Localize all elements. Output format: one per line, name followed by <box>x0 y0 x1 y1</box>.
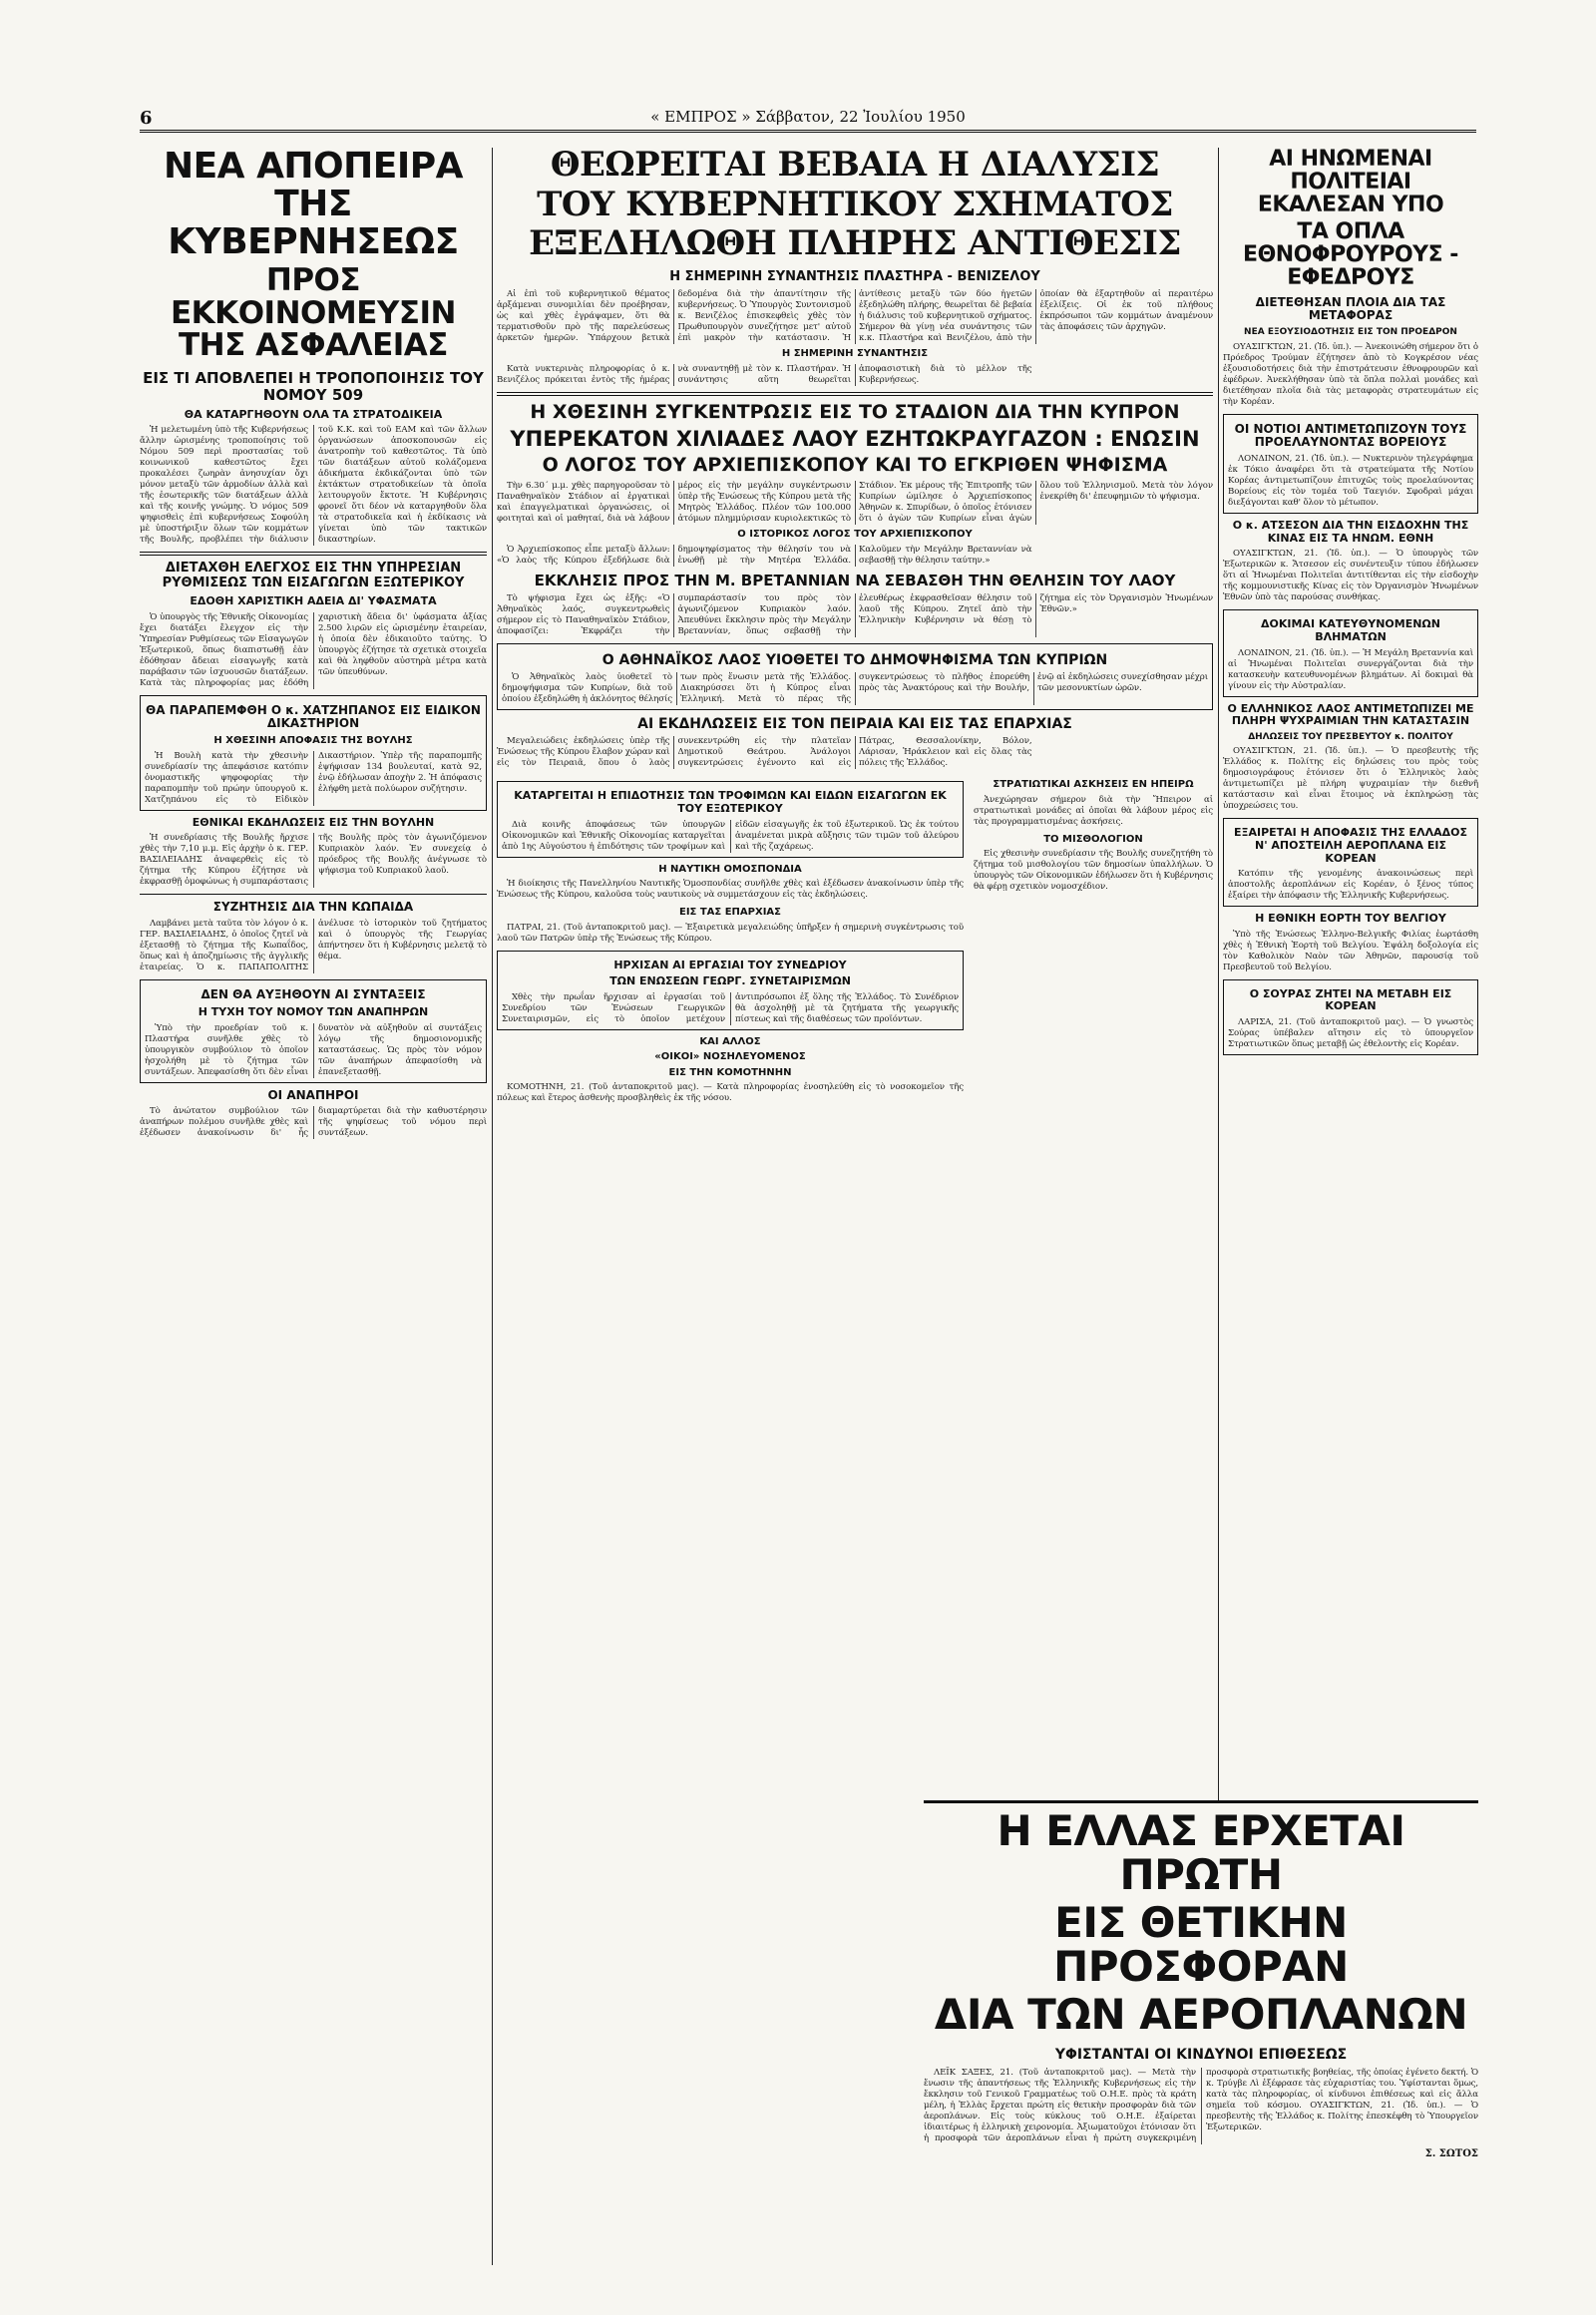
headline: ΕΘΝΙΚΑΙ ΕΚΔΗΛΩΣΕΙΣ ΕΙΣ ΤΗΝ ΒΟΥΛΗΝ <box>192 815 435 829</box>
greece-first-article <box>924 1800 1478 2272</box>
deck: Ο ΙΣΤΟΡΙΚΟΣ ΛΟΓΟΣ ΤΟΥ ΑΡΧΙΕΠΙΣΚΟΠΟΥ <box>737 529 973 541</box>
deck: Η ΤΥΧΗ ΤΟΥ ΝΟΜΟΥ ΤΩΝ ΑΝΑΠΗΡΩΝ <box>198 1005 429 1019</box>
article-pensions <box>140 979 487 1082</box>
deck: ΝΕΑ ΕΞΟΥΣΙΟΔΟΤΗΣΙΣ ΕΙΣ ΤΟΝ ΠΡΟΕΔΡΟΝ <box>1244 327 1457 338</box>
article-cooperatives <box>497 951 964 1030</box>
divider <box>140 894 487 895</box>
article-body: ΟΥΑΣΙΓΚΤΩΝ, 21. (Ἰδ. ὑπ.). — Ὁ πρεσβευτὴς τῆς Ἑλλάδος κ. Πολίτης εἰς δηλώσεις του πρὸς τοὺς δημοσιογράφους ἐτόνισεν ὅτι ὁ Ἑλληνικὸς λαὸς ἀντιμετωπίζει μὲ πλήρη ψυχραιμίαν τὴν διεθνῆ κατάστασιν καὶ εἶναι ἕτοιμος νὰ ἐκπληρώσῃ τὰς ὑποχρεώσεις του. <box>1223 746 1478 812</box>
article-government <box>497 148 1213 386</box>
article-body: Τὸ ψήφισμα ἔχει ὡς ἑξῆς: «Ὁ Ἀθηναϊκὸς λαός, συγκεντρωθεὶς σήμερον εἰς τὸ Παναθηναϊκὸν Στάδιον, ἀποφασίζει: Ἐκφράζει τὴν συμπαράστασίν του πρὸς τὸν ἀγωνιζόμενον Κυπριακὸν λαόν. Ἀπευθύνει ἔκκλησιν πρὸς τὴν Μεγάλην Βρεταννίαν, ὅπως σεβασθῇ τὴν ἐλευθέρως ἐκφρασθεῖσαν θέλησιν τοῦ λαοῦ τῆς Κύπρου. Ζητεῖ ἀπὸ τὴν Ἑλληνικὴν Κυβέρνησιν νὰ θέσῃ τὸ ζήτημα εἰς τὸν Ὀργανισμὸν Ἡνωμένων Ἐθνῶν.» <box>497 593 1213 637</box>
article-body: Λαμβάνει μετὰ ταῦτα τὸν λόγον ὁ κ. ΓΕΡ. ΒΑΣΙΛΕΙΑΔΗΣ, ὁ ὁποῖος ζητεῖ νὰ ἐξετασθῇ τὸ ζήτημα τῆς Κωπαΐδος, ὅπως καὶ ἡ ἀποζημίωσις τῆς ἀγγλικῆς ἑταιρείας. Ὁ κ. ΠΑΠΑΠΟΛΙΤΗΣ ἀνέλυσε τὸ ἱστορικὸν τοῦ ζητήματος καὶ ὁ ὑπουργὸς τῆς Γεωργίας ἀπήντησεν ὅτι ἡ Κυβέρνησις μελετᾷ τὸ θέμα. <box>140 919 487 973</box>
article-patras <box>497 907 964 945</box>
deck: ΘΑ ΚΑΤΑΡΓΗΘΟΥΝ ΟΛΑ ΤΑ ΣΤΡΑΤΟΔΙΚΕΙΑ <box>184 407 443 421</box>
article-body: Ὑπὸ τὴν προεδρίαν τοῦ κ. Πλαστήρα συνῆλθε χθὲς τὸ ὑπουργικὸν συμβούλιον τὸ ὁποῖον ἠσχολήθη μὲ τὸ ζήτημα τῶν συντάξεων. Ἀπεφασίσθη ὅτι δὲν εἶναι δυνατὸν νὰ αὐξηθοῦν αἱ συντάξεις λόγῳ τῆς δημοσιονομικῆς καταστάσεως. Ὡς πρὸς τὸν νόμον τῶν ἀναπήρων ἀπεφασίσθη νὰ ἐπανεξετασθῇ. <box>145 1022 482 1077</box>
article-missiles <box>1223 609 1478 696</box>
article-body: ΟΥΑΣΙΓΚΤΩΝ, 21. (Ἰδ. ὑπ.). — Ὁ ὑπουργὸς τῶν Ἐξωτερικῶν κ. Ἄτσεσον εἰς συνέντευξιν τύπου ἐδήλωσεν ὅτι αἱ Ἡνωμέναι Πολιτεῖαι ἀντιτίθενται εἰς τὴν εἰσδοχὴν τῆς κομμουνιστικῆς Κίνας εἰς τὸν Ὀργανισμὸν Ἡνωμένων Ἐθνῶν ὑπὸ τὰς παρούσας συνθήκας. <box>1223 549 1478 603</box>
headline: Ο κ. ΑΤΣΕΣΟΝ ΔΙΑ ΤΗΝ ΕΙΣΔΟΧΗΝ ΤΗΣ ΚΙΝΑΣ ΕΙΣ ΤΑ ΗΝΩΜ. ΕΘΝΗ <box>1232 519 1469 545</box>
headline: ΣΥΖΗΤΗΣΙΣ ΔΙΑ ΤΗΝ ΚΩΠΑΙΔΑ <box>212 900 414 915</box>
article-kopaida <box>140 901 487 973</box>
headline: ΔΙΑ ΤΩΝ ΑΕΡΟΠΛΑΝΩΝ <box>934 1990 1468 2040</box>
article-body: Αἱ ἐπὶ τοῦ κυβερνητικοῦ θέματος ἀρξάμεναι συνομιλίαι δὲν προέβησαν, ὡς καὶ χθὲς ἐγράψαμεν, ὅτι θὰ τερματισθοῦν πρὸ τῆς παρελεύσεως ἀρκετῶν ἡμερῶν. Ὑπάρχουν βετικὰ δεδομένα διὰ τὴν ἀπαντίτησιν τῆς κυβερνήσεως. Ὁ Ὑπουργὸς Συντονισμοῦ κ. Βενιζέλος ἐπισκεφθεὶς χθὲς τὸν Πρωθυπουργὸν συνεζήτησε μετ' αὐτοῦ ἐπὶ μακρὸν τὴν κατάστασιν. Ἡ ἀντίθεσις μεταξὺ τῶν δύο ἡγετῶν ἐξεδηλώθη πλήρης, θεωρεῖται δὲ βεβαία ἡ διάλυσις τοῦ κυβερνητικοῦ σχήματος. Σήμερον θὰ γίνῃ νέα συνάντησις τῶν κ.κ. Πλαστήρα καὶ Βενιζέλου, ἀπὸ τὴν ὁποίαν θὰ ἐξαρτηθοῦν αἱ περαιτέρω ἐξελίξεις. Οἱ ἐκ τοῦ πλήθους ἐκπρόσωποι τῶν κομμάτων ἀναμένουν τὰς ἀποφάσεις τῶν ἀρχηγῶν. <box>497 289 1213 343</box>
article-exercises <box>974 779 1213 828</box>
article-body: Ὁ ὑπουργὸς τῆς Ἐθνικῆς Οἰκονομίας ἔχει διατάξει ἔλεγχον εἰς τὴν Ὑπηρεσίαν Ρυθμίσεως τῶν Εἰσαγωγῶν Ἐξωτερικοῦ, ὅπως διαπιστωθῇ ἐὰν ἐδόθησαν ἄδειαι εἰσαγωγῆς κατὰ παράβασιν τῶν ἰσχυουσῶν διατάξεων. Κατὰ τὰς πληροφορίας μας ἐδόθη χαριστικὴ ἄδεια δι' ὑφάσματα ἀξίας 2.500 λιρῶν εἰς ὡρισμένην ἑταιρείαν, ἡ ὁποία δὲν ἐδικαιοῦτο ταύτης. Ὁ ὑπουργὸς ἐζήτησε τὰ σχετικὰ στοιχεῖα καὶ θὰ ληφθοῦν αὐστηρὰ μέτρα κατὰ τῶν ὑπευθύνων. <box>140 611 487 688</box>
article-cyprus <box>497 402 1213 567</box>
article-body: Τὸ ἀνώτατον συμβούλιον τῶν ἀναπήρων πολέμου συνῆλθε χθὲς καὶ ἐξέδωσεν ἀνακοίνωσιν δι' ἧς διαμαρτύρεται διὰ τὴν καθυστέρησιν τῆς ψηφίσεως τοῦ νόμου περὶ συντάξεων. <box>140 1106 487 1139</box>
divider <box>140 552 487 556</box>
column-rule <box>492 148 493 2265</box>
deck: ΕΙΣ ΤΙ ΑΠΟΒΛΕΠΕΙ Η ΤΡΟΠΟΠΟΙΗΣΙΣ ΤΟΥ ΝΟΜΟΥ 509 <box>143 369 484 405</box>
headline: Ο ΕΛΛΗΝΙΚΟΣ ΛΑΟΣ ΑΝΤΙΜΕΤΩΠΙΖΕΙ ΜΕ ΠΛΗΡΗ ΨΥΧΡΑΙΜΙΑΝ ΤΗΝ ΚΑΤΑΣΤΑΣΙΝ <box>1227 701 1474 728</box>
article-acheson <box>1223 520 1478 603</box>
article-salaries <box>974 834 1213 894</box>
headline: «ΟΙΚΟΙ» ΝΟΣΗΛΕΥΟΜΕΝΟΣ <box>654 1051 806 1063</box>
article-body: Ἡ συνεδρίασις τῆς Βουλῆς ἤρχισε χθὲς τὴν 7,10 μ.μ. Εἰς ἀρχὴν ὁ κ. ΓΕΡ. ΒΑΣΙΛΕΙΑΔΗΣ ἀναφερθεὶς εἰς τὸ ζήτημα τῆς Κύπρου ἐζήτησε νὰ ἐκφρασθῇ ὁμοφώνως ἡ συμπαράστασις τῆς Βουλῆς πρὸς τὸν ἀγωνιζόμενον Κυπριακὸν λαόν. Ἐν συνεχείᾳ ὁ πρόεδρος τῆς Βουλῆς ἀνέγνωσε τὸ ψήφισμα τοῦ Κυπριακοῦ λαοῦ. <box>140 833 487 888</box>
article-body: ΛΑΡΙΣΑ, 21. (Τοῦ ἀνταποκριτοῦ μας). — Ὁ γνωστὸς Σούρας ὑπέβαλεν αἴτησιν εἰς τὸ ὑπουργεῖον Στρατιωτικῶν ὅπως μεταβῇ ὡς ἐθελοντὴς εἰς Κορέαν. <box>1228 1017 1473 1050</box>
article-subsidies <box>497 781 964 857</box>
headline: ΔΟΚΙΜΑΙ ΚΑΤΕΥΘΥΝΟΜΕΝΩΝ ΒΛΗΜΑΤΩΝ <box>1261 617 1440 644</box>
headline: ΑΙ ΗΝΩΜΕΝΑΙ ΠΟΛΙΤΕΙΑΙ ΕΚΑΛΕΣΑΝ ΥΠΟ <box>1257 148 1444 218</box>
article-chatzipanos <box>140 695 487 811</box>
article-body: Εἰς χθεσινὴν συνεδρίασιν τῆς Βουλῆς συνεζητήθη τὸ ζήτημα τοῦ μισθολογίου τῶν δημοσίων ὑπαλλήλων. Ὁ ὑπουργὸς τῶν Οἰκονομικῶν ἐδήλωσεν ὅτι ἡ Κυβέρνησις θὰ φέρῃ σχετικὸν νομοσχέδιον. <box>974 849 1213 893</box>
headline: ΚΑΙ ΑΛΛΟΣ <box>699 1035 761 1047</box>
byline: Σ. ΣΩΤΟΣ <box>1424 2147 1478 2159</box>
deck: ΕΔΟΘΗ ΧΑΡΙΣΤΙΚΗ ΑΔΕΙΑ ΔΙ' ΥΦΑΣΜΑΤΑ <box>190 594 437 608</box>
lower-center-left <box>497 775 964 1110</box>
article-referendum <box>497 643 1213 710</box>
article-body: Χθὲς τὴν πρωΐαν ἤρχισαν αἱ ἐργασίαι τοῦ Συνεδρίου τῶν Ἑνώσεων Γεωργικῶν Συνεταιρισμῶν, εἰς τὸ ὁποῖον μετέχουν ἀντιπρόσωποι ἐξ ὅλης τῆς Ἑλλάδος. Τὸ Συνέδριον θὰ ἀσχοληθῇ μὲ τὰ ζητήματα τῆς γεωργικῆς πίστεως καὶ τῆς διαθέσεως τῶν προϊόντων. <box>502 991 959 1024</box>
article-provinces <box>497 716 1213 769</box>
headline: Η ΕΘΝΙΚΗ ΕΟΡΤΗ ΤΟΥ ΒΕΛΓΙΟΥ <box>1255 912 1446 926</box>
headline: Ο ΛΟΓΟΣ ΤΟΥ ΑΡΧΙΕΠΙΣΚΟΠΟΥ ΚΑΙ ΤΟ ΕΓΚΡΙΘΕΝ ΨΗΦΙΣΜΑ <box>542 454 1168 477</box>
headline: ΑΙ ΕΚΔΗΛΩΣΕΙΣ ΕΙΣ ΤΟΝ ΠΕΙΡΑΙΑ ΚΑΙ ΕΙΣ ΤΑΣ ΕΠΑΡΧΙΑΣ <box>637 716 1072 733</box>
article-security <box>140 148 487 546</box>
article-body: Ἡ μελετωμένη ὑπὸ τῆς Κυβερνήσεως ἄλλην ὡρισμένης τροποποίησις τοῦ Νόμου 509 περὶ προστασίας τοῦ κοινωνικοῦ καθεστῶτος ἔχει προκαλέσει ζωηρὰν ἀνησυχίαν ὄχι μόνον μεταξὺ τῶν ἀρμοδίων ἀλλὰ καὶ τῆς ἐσωτερικῆς τῶν διατάξεων ἀλλὰ καὶ τῆς κοινῆς γνώμης. Ὁ νόμος 509 ψηφισθεὶς ἐπὶ κυβερνήσεως Σοφούλη μὲ ὑποστήριξιν ὅλων τῶν κομμάτων τῆς Βουλῆς, προβλέπει τὴν διάλυσιν τοῦ Κ.Κ. καὶ τοῦ ΕΑΜ καὶ τῶν ἄλλων ὀργανώσεων ἀποσκοπουσῶν εἰς ἀνατροπὴν τοῦ καθεστῶτος. Τὰ ὑπὸ τῶν διατάξεων αὐτοῦ κολάζομενα ἀδικήματα ἐκδικάζονται ὑπὸ τῶν ἐκτάκτων στρατοδικείων τὰ ὁποῖα λειτουργοῦν ἔκτοτε. Ἡ Κυβέρνησις φρονεῖ ὅτι δέον νὰ καταργηθοῦν ὅλα τὰ στρατοδικεῖα καὶ ἡ ἐκδίκασις νὰ γίνεται ὑπὸ τῶν τακτικῶν δικαστηρίων. <box>140 425 487 546</box>
masthead-header: « ΕΜΠΡΟΣ » Σάββατον, 22 Ἰουλίου 1950 <box>650 108 966 126</box>
headline: ΟΙ ΝΟΤΙΟΙ ΑΝΤΙΜΕΤΩΠΙΖΟΥΝ ΤΟΥΣ ΠΡΟΕΛΑΥΝΟΝΤΑΣ ΒΟΡΕΙΟΥΣ <box>1234 421 1467 450</box>
article-imports <box>140 562 487 689</box>
article-belgium <box>1223 913 1478 973</box>
article-body: Κατόπιν τῆς γενομένης ἀνακοινώσεως περὶ ἀποστολῆς ἀεροπλάνων εἰς Κορέαν, ὁ ξένος τύπος ἐξαίρει τὴν ἀπόφασιν τῆς Ἑλληνικῆς Κυβερνήσεως. <box>1228 869 1473 902</box>
headline: ΕΙΣ ΤΗΝ ΚΟΜΟΤΗΝΗΝ <box>668 1066 792 1078</box>
headline: ΕΙΣ ΤΑΣ ΕΠΑΡΧΙΑΣ <box>678 907 781 919</box>
headline: Η ΝΑΥΤΙΚΗ ΟΜΟΣΠΟΝΔΙΑ <box>658 863 802 875</box>
headline: ΤΩΝ ΕΝΩΣΕΩΝ ΓΕΩΡΓ. ΣΥΝΕΤΑΙΡΙΣΜΩΝ <box>609 974 851 988</box>
article-body: ΛΟΝΔΙΝΟΝ, 21. (Ἰδ. ὑπ.). — Νυκτερινὸν τηλεγράφημα ἐκ Τόκιο ἀναφέρει ὅτι τὰ στρατεύματα τῆς Νοτίου Κορέας ἀντιμετωπίζουν ἐπιτυχῶς τοὺς προελαύνοντας Βορείους εἰς τὸν τομέα τοῦ Ταεγιόν. Σφοδραὶ μάχαι διεξάγονται καθ' ὅλον τὸ μέτωπον. <box>1228 454 1473 509</box>
headline: ΤΟΥ ΚΥΒΕΡΝΗΤΙΚΟΥ ΣΧΗΜΑΤΟΣ <box>537 184 1173 224</box>
headline: ΘΕΩΡΕΙΤΑΙ ΒΕΒΑΙΑ Η ΔΙΑΛΥΣΙΣ <box>550 148 1160 185</box>
headline: ΤΟ ΜΙΣΘΟΛΟΓΙΟΝ <box>1043 833 1143 845</box>
article-greek-people <box>1223 703 1478 813</box>
article-body: Ἡ Βουλὴ κατὰ τὴν χθεσινὴν συνεδρίασίν της ἀπεφάσισε κατόπιν ὀνομαστικῆς ψηφοφορίας τὴν παραπομπὴν τοῦ πρώην ὑπουργοῦ κ. Χατζηπάνου εἰς τὸ Εἰδικὸν Δικαστήριον. Ὑπὲρ τῆς παραπομπῆς ἐψήφισαν 134 βουλευταί, κατὰ 92, ἐνῷ ἐδήλωσαν ἀποχὴν 2. Ἡ ἀπόφασις ἐλήφθη μετὰ πολύωρον συζήτησιν. <box>145 750 482 805</box>
deck: Η ΣΗΜΕΡΙΝΗ ΣΥΝΑΝΤΗΣΙΣ ΠΛΑΣΤΗΡΑ - ΒΕΝΙΖΕΛΟΥ <box>669 269 1040 285</box>
headline: Ο ΑΘΗΝΑΪΚΟΣ ΛΑΟΣ ΥΙΟΘΕΤΕΙ ΤΟ ΔΗΜΟΨΗΦΙΣΜΑ ΤΩΝ ΚΥΠΡΙΩΝ <box>601 652 1108 669</box>
article-usa <box>1223 148 1478 408</box>
article-body: Ὑπὸ τῆς Ἑνώσεως Ἑλληνο-Βελγικῆς Φιλίας ἐωρτάσθη χθὲς ἡ Ἐθνικὴ Ἑορτὴ τοῦ Βελγίου. Ἐψάλη δοξολογία εἰς τὸν Καθολικὸν Ναὸν τῶν Ἀθηνῶν, παρουσίᾳ τοῦ Πρεσβευτοῦ τοῦ Βελγίου. <box>1223 929 1478 972</box>
headline: ΕΚΚΛΗΣΙΣ ΠΡΟΣ ΤΗΝ Μ. ΒΡΕΤΑΝΝΙΑΝ ΝΑ ΣΕΒΑΣΘΗ ΤΗΝ ΘΕΛΗΣΙΝ ΤΟΥ ΛΑΟΥ <box>534 571 1176 589</box>
headline: ΕΞΕΔΗΛΩΘΗ ΠΛΗΡΗΣ ΑΝΤΙΘΕΣΙΣ <box>529 223 1181 264</box>
deck: Η ΣΗΜΕΡΙΝΗ ΣΥΝΑΝΤΗΣΙΣ <box>781 348 929 359</box>
lower-center-row <box>497 775 1213 1110</box>
article-body: Ἀνεχώρησαν σήμερον διὰ τὴν Ἤπειρον αἱ στρατιωτικαὶ μονάδες αἱ ὁποῖαι θὰ λάβουν μέρος εἰς τὰς προγραμματισμένας ἀσκήσεις. <box>974 794 1213 827</box>
deck: ΔΗΛΩΣΕΙΣ ΤΟΥ ΠΡΕΣΒΕΥΤΟΥ κ. ΠΟΛΙΤΟΥ <box>1248 731 1453 742</box>
headline: Ο ΣΟΥΡΑΣ ΖΗΤΕΙ ΝΑ ΜΕΤΑΒΗ ΕΙΣ ΚΟΡΕΑΝ <box>1249 986 1452 1013</box>
article-body: Κατὰ νυκτερινὰς πληροφορίας ὁ κ. Βενιζέλος πρόκειται ἐντὸς τῆς ἡμέρας νὰ συναντηθῇ μὲ τὸν κ. Πλαστήραν. Ἡ συνάντησις αὕτη θεωρεῖται ἀποφασιστικὴ διὰ τὸ μέλλον τῆς Κυβερνήσεως. <box>497 363 1032 385</box>
article-body: Ὁ Ἀθηναϊκὸς λαὸς ὑιοθετεῖ τὸ δημοψήφισμα τῶν Κυπρίων, διὰ τοῦ ὁποίου ἐξεδηλώθη ἡ ἀκλόνητος θέλησίς των πρὸς ἕνωσιν μετὰ τῆς Ἑλλάδος. Διακηρύσσει ὅτι ἡ Κύπρος εἶναι Ἑλληνική. Μετὰ τὸ πέρας τῆς συγκεντρώσεως τὸ πλῆθος ἐπορεύθη πρὸς τὰς Ἀνακτόρους καὶ τὴν Βουλήν, ἐνῷ αἱ ἐκδηλώσεις συνεχίσθησαν μέχρι τῶν μεσονυκτίων ὡρῶν. <box>502 672 1208 705</box>
headline: ΘΑ ΠΑΡΑΠΕΜΦΘΗ Ο κ. ΧΑΤΖΗΠΑΝΟΣ ΕΙΣ ΕΙΔΙΚΟΝ ΔΙΚΑΣΤΗΡΙΟΝ <box>146 702 481 731</box>
deck: ΥΦΙΣΤΑΝΤΑΙ ΟΙ ΚΙΝΔΥΝΟΙ ΕΠΙΘΕΣΕΩΣ <box>1054 2047 1348 2064</box>
headline: Η ΕΛΛΑΣ ΕΡΧΕΤΑΙ ΠΡΩΤΗ <box>997 1806 1405 1900</box>
headline: ΤΑ ΟΠΛΑ ΕΘΝΟΦΡΟΥΡΟΥΣ - ΕΦΕΔΡΟΥΣ <box>1243 219 1458 291</box>
article-body: Τὴν 6.30΄ μ.μ. χθὲς παρηγοροῦσαν τὸ Παναθηναϊκὸν Στάδιον αἱ ἐργατικαὶ καὶ ἐπαγγελματικαὶ ὀργανώσεις, οἱ φοιτηταὶ καὶ οἱ μαθηταί, διὰ νὰ λάβουν μέρος εἰς τὴν μεγάλην συγκέντρωσιν ὑπὲρ τῆς Ἑνώσεως τῆς Κύπρου μετὰ τῆς Μητρὸς Ἑλλάδος. Πλέον τῶν 100.000 ἀτόμων πλημμύρισαν κυριολεκτικῶς τὸ Στάδιον. Ἐκ μέρους τῆς Ἐπιτροπῆς τῶν Κυπρίων ὡμίλησε ὁ Ἀρχιεπίσκοπος Ἀθηνῶν κ. Σπυρίδων, ὁ ὁποῖος ἐτόνισεν ὅτι ὁ ἀγὼν τῶν Κυπρίων εἶναι ἀγὼν ὅλου τοῦ Ἑλληνισμοῦ. Μετὰ τὸν λόγον ἐνεκρίθη δι' ἐπευφημιῶν τὸ ψήφισμα. <box>497 481 1213 525</box>
article-body: ΛΕΪΚ ΣΑΞΕΣ, 21. (Τοῦ ἀνταποκριτοῦ μας). — Μετὰ τὴν ἔνωσιν τῆς ἀπαντήσεως τῆς Ἑλληνικῆς Κυβερνήσεως εἰς τὴν ἔκκλησιν τοῦ Γενικοῦ Γραμματέως τοῦ Ο.Η.Ε. πρὸς τὰ κράτη μέλη, ἡ Ἑλλὰς ἔρχεται πρώτη εἰς θετικὴν προσφορὰν διὰ τῶν ἀεροπλάνων. Εἰς τοὺς κύκλους τοῦ Ο.Η.Ε. ἐξαίρεται ἰδιαιτέρως ἡ ἑλληνικὴ χειρονομία. Ἀξιωματοῦχοι ἐτόνισαν ὅτι ἡ προσφορὰ τῶν ἀεροπλάνων εἶναι ἡ πρώτη συγκεκριμένη προσφορὰ στρατιωτικῆς βοηθείας, τῆς ὁποίας ἐγένετο δεκτή. Ὁ κ. Τρύγβε Λὶ ἐξέφρασε τὰς εὐχαριστίας του. Ὑφίστανται ὅμως, κατὰ τὰς πληροφορίας, οἱ κίνδυνοι ἐπιθέσεως καὶ εἰς ἄλλα σημεῖα τοῦ κόσμου. ΟΥΑΣΙΓΚΤΩΝ, 21. (Ἰδ. ὑπ.). — Ὁ πρεσβευτὴς τῆς Ἑλλάδος κ. Πολίτης ἐπεσκέφθη τὸ Ὑπουργεῖον Ἐξωτερικῶν. <box>924 2067 1478 2143</box>
article-appeal <box>497 573 1213 637</box>
article-body: Μεγαλειώδεις ἐκδηλώσεις ὑπὲρ τῆς Ἑνώσεως τῆς Κύπρου ἔλαβον χώραν καὶ εἰς τὸν Πειραιᾶ, ὅπου ὁ λαὸς συνεκεντρώθη εἰς τὴν πλατεῖαν Δημοτικοῦ Θεάτρου. Ἀνάλογοι συγκεντρώσεις ἐγένοντο καὶ εἰς Πάτρας, Θεσσαλονίκην, Βόλον, Λάρισαν, Ἡράκλειον καὶ εἰς ὅλας τὰς πόλεις τῆς Ἑλλάδος. <box>497 736 1032 769</box>
lower-center-right <box>974 775 1213 1110</box>
article-parliament <box>140 817 487 889</box>
article-body: ΛΟΝΔΙΝΟΝ, 21. (Ἰδ. ὑπ.). — Ἡ Μεγάλη Βρεταννία καὶ αἱ Ἡνωμέναι Πολιτεῖαι συνεργάζονται διὰ τὴν κατασκευὴν κατευθυνομένων βλημάτων. Αἱ δοκιμαὶ θὰ γίνουν εἰς τὴν Αὐστραλίαν. <box>1228 647 1473 691</box>
headline: ΗΡΧΙΣΑΝ ΑΙ ΕΡΓΑΣΙΑΙ ΤΟΥ ΣΥΝΕΔΡΙΟΥ <box>613 958 847 971</box>
article-body: Ἡ διοίκησις τῆς Πανελληνίου Ναυτικῆς Ὁμοσπονδίας συνῆλθε χθὲς καὶ ἐξέδωσεν ἀνακοίνωσιν ὑπὲρ τῆς Ἑνώσεως τῆς Κύπρου, καλοῦσα τοὺς ναυτικοὺς νὰ συμμετάσχουν εἰς τὰς ἐκδηλώσεις. <box>497 879 964 901</box>
headline: Η ΧΘΕΣΙΝΗ ΣΥΓΚΕΝΤΡΩΣΙΣ ΕΙΣ ΤΟ ΣΤΑΔΙΟΝ ΔΙΑ ΤΗΝ ΚΥΠΡΟΝ <box>530 400 1180 423</box>
headline: ΟΙ ΑΝΑΠΗΡΟΙ <box>267 1087 359 1102</box>
deck: ΔΙΕΤΕΘΗΣΑΝ ΠΛΟΙΑ ΔΙΑ ΤΑΣ ΜΕΤΑΦΟΡΑΣ <box>1255 294 1446 323</box>
article-body: Ὁ Ἀρχιεπίσκοπος εἶπε μεταξὺ ἄλλων: «Ὁ λαὸς τῆς Κύπρου ἐξεδήλωσε διὰ δημοψηφίσματος τὴν θέλησίν του νὰ ἑνωθῇ μὲ τὴν Μητέρα Ἑλλάδα. Καλοῦμεν τὴν Μεγάλην Βρεταννίαν νὰ σεβασθῇ τὴν θέλησιν ταύτην.» <box>497 544 1032 566</box>
headline: ΔΙΕΤΑΧΘΗ ΕΛΕΓΧΟΣ ΕΙΣ ΤΗΝ ΥΠΗΡΕΣΙΑΝ ΡΥΘΜΙΣΕΩΣ ΤΩΝ ΕΙΣΑΓΩΓΩΝ ΕΞΩΤΕΡΙΚΟΥ <box>162 561 465 591</box>
article-korea-south <box>1223 414 1478 515</box>
headline: ΔΕΝ ΘΑ ΑΥΞΗΘΟΥΝ ΑΙ ΣΥΝΤΑΞΕΙΣ <box>200 987 426 1002</box>
headline: ΚΑΤΑΡΓΕΙΤΑΙ Η ΕΠΙΔΟΤΗΣΙΣ ΤΩΝ ΤΡΟΦΙΜΩΝ ΚΑΙ ΕΙΔΩΝ ΕΙΣΑΓΩΓΩΝ ΕΚ ΤΟΥ ΕΞΩΤΕΡΙΚΟΥ <box>514 789 947 815</box>
left-column <box>140 148 487 2265</box>
headline: ΣΤΡΑΤΙΩΤΙΚΑΙ ΑΣΚΗΣΕΙΣ ΕΝ ΗΠΕΙΡΩ <box>993 779 1194 791</box>
article-body: ΚΟΜΟΤΗΝΗ, 21. (Τοῦ ἀνταποκριτοῦ μας). — Κατὰ πληροφορίας ἐνοσηλεύθη εἰς τὸ νοσοκομεῖον τῆς πόλεως καὶ ἕτερος ἀσθενὴς προσβληθεὶς ἐκ τῆς νόσου. <box>497 1082 964 1104</box>
headline: ΥΠΕΡΕΚΑΤΟΝ ΧΙΛΙΑΔΕΣ ΛΑΟΥ ΕΖΗΤΩΚΡΑΥΓΑΖΟΝ : ΕΝΩΣΙΝ <box>510 427 1200 452</box>
headline: ΕΞΑΙΡΕΤΑΙ Η ΑΠΟΦΑΣΙΣ ΤΗΣ ΕΛΛΑΔΟΣ Ν' ΑΠΟΣΤΕΙΛΗ ΑΕΡΟΠΛΑΝΑ ΕΙΣ ΚΟΡΕΑΝ <box>1234 826 1467 865</box>
article-aircraft <box>1223 818 1478 907</box>
headline: ΠΡΟΣ ΕΚΚΟΙΝΟΜΕΥΣΙΝ ΤΗΣ ΑΣΦΑΛΕΙΑΣ <box>170 262 457 364</box>
article-shipping <box>497 864 964 902</box>
article-komotini <box>497 1036 964 1105</box>
article-souras <box>1223 979 1478 1055</box>
page-number: 6 <box>140 108 153 129</box>
headline: ΝΕΑ ΑΠΟΠΕΙΡΑ ΤΗΣ ΚΥΒΕΡΝΗΣΕΩΣ <box>163 148 464 262</box>
headline: ΕΙΣ ΘΕΤΙΚΗΝ ΠΡΟΣΦΟΡΑΝ <box>1053 1898 1349 1992</box>
article-body: ΠΑΤΡΑΙ, 21. (Τοῦ ἀνταποκριτοῦ μας). — Ἐξαιρετικὰ μεγαλειώδης ὑπῆρξεν ἡ σημερινὴ συγκέντρωσις τοῦ λαοῦ τῶν Πατρῶν ὑπὲρ τῆς Ἑνώσεως τῆς Κύπρου. <box>497 922 964 944</box>
article-body: ΟΥΑΣΙΓΚΤΩΝ, 21. (Ἰδ. ὑπ.). — Ἀνεκοινώθη σήμερον ὅτι ὁ Πρόεδρος Τρούμαν ἐζήτησεν ἀπὸ τὸ Κογκρέσον νέας ἐξουσιοδοτήσεις διὰ τὴν ἐπιστράτευσιν ἐθνοφρουρῶν καὶ ἐφέδρων. Ἀνεκλήθησαν ὑπὸ τὰ ὅπλα πολλαὶ μονάδες καὶ διετέθησαν πλοῖα διὰ τὰς μεταφορὰς στρατευμάτων εἰς τὴν Κορέαν. <box>1223 341 1478 407</box>
article-body: Διὰ κοινῆς ἀποφάσεως τῶν ὑπουργῶν Οἰκονομικῶν καὶ Ἐθνικῆς Οἰκονομίας καταργεῖται ἀπὸ 1ης Αὐγούστου ἡ ἐπιδότησις τῶν τροφίμων καὶ εἰδῶν εἰσαγωγῆς ἐκ τοῦ ἐξωτερικοῦ. Ὡς ἐκ τούτου ἀναμένεται μικρὰ αὔξησις τῶν τιμῶν τοῦ ἀλεύρου καὶ τῆς ζαχάρεως. <box>502 819 959 852</box>
divider <box>497 392 1213 396</box>
article-disabled <box>140 1089 487 1140</box>
deck: Η ΧΘΕΣΙΝΗ ΑΠΟΦΑΣΙΣ ΤΗΣ ΒΟΥΛΗΣ <box>213 735 413 747</box>
masthead <box>140 108 1476 133</box>
